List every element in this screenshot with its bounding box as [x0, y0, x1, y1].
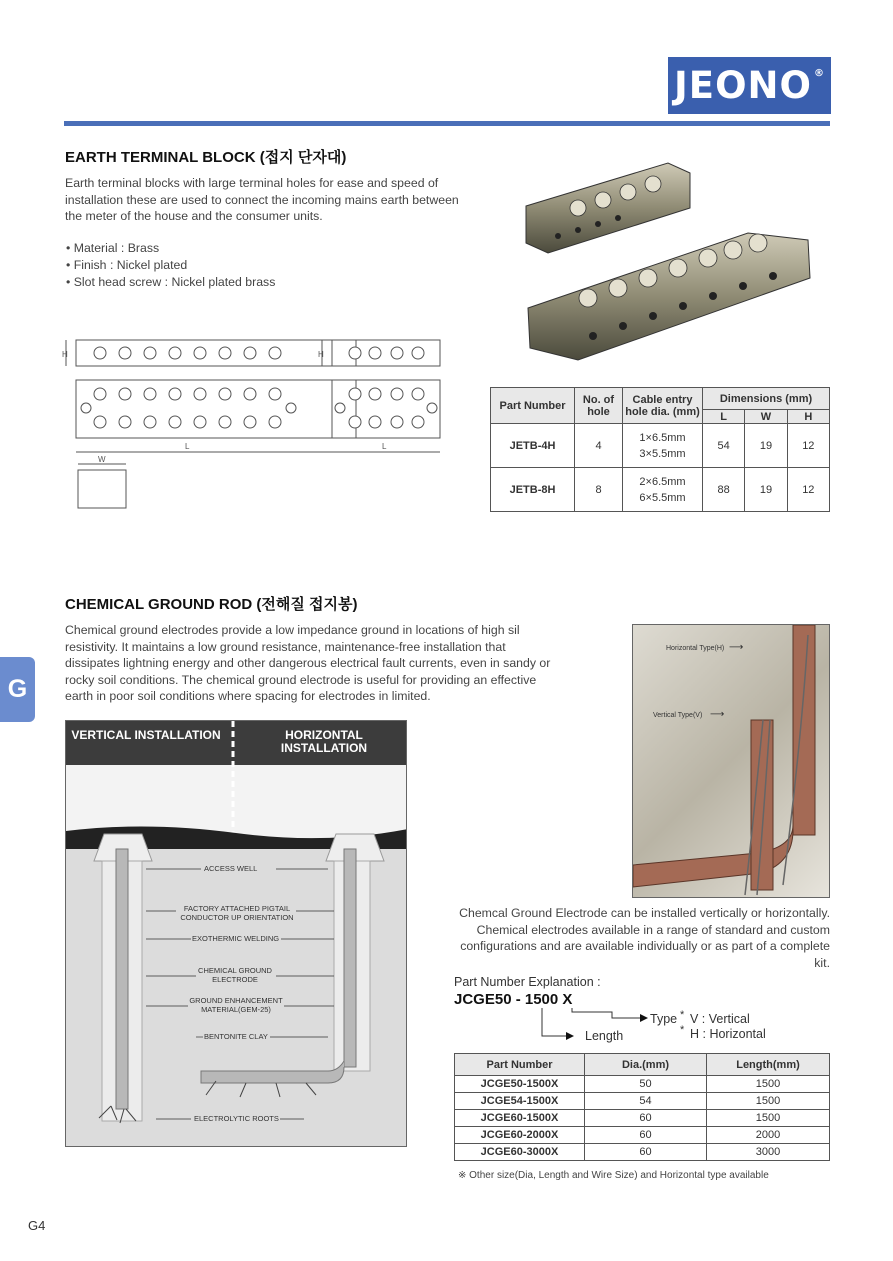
table-row: JCGE50-1500X 50 1500 — [455, 1076, 830, 1093]
table-row: JCGE54-1500X 54 1500 — [455, 1093, 830, 1110]
earth-terminal-title: EARTH TERMINAL BLOCK (접지 단자대) — [65, 149, 347, 166]
terminal-block-table — [490, 387, 830, 512]
terminal-block-4h — [526, 163, 690, 253]
asterisk: * — [680, 1024, 685, 1036]
col-no-of-hole: No. of hole — [575, 388, 623, 424]
col-l: L — [703, 410, 745, 424]
label-bentonite: BENTONITE CLAY — [204, 1032, 268, 1041]
label-chemical-electrode: CHEMICAL GROUND ELECTRODE — [198, 966, 272, 984]
registered-mark: ® — [813, 68, 825, 79]
label-pigtail: FACTORY ATTACHED PIGTAIL CONDUCTOR UP ORIENTATION — [180, 904, 294, 922]
drawing-label-h: H — [62, 350, 68, 359]
col-h: H — [787, 410, 829, 424]
drawing-8h-side — [76, 340, 356, 366]
table-row: JCGE60-2000X 60 2000 — [455, 1127, 830, 1144]
col-dia: Dia.(mm) — [585, 1054, 707, 1076]
photo-label-vertical: Vertical Type(V) — [653, 712, 703, 719]
col-part-number: Part Number — [455, 1054, 585, 1076]
table-row: JCGE60-1500X 60 1500 — [455, 1110, 830, 1127]
ground-rod-title: CHEMICAL GROUND ROD (전해질 접지봉) — [65, 596, 358, 613]
ground-rod-photo — [632, 624, 830, 898]
col-dimensions: Dimensions (mm) — [703, 388, 830, 410]
footnote: ※ Other size(Dia, Length and Wire Size) and Horizontal type available — [458, 1170, 769, 1181]
vertical-header: VERTICAL INSTALLATION — [71, 728, 221, 742]
type-v: V : Vertical — [690, 1012, 750, 1026]
ground-rod-description: Chemical ground electrodes provide a low impedance ground in locations of high sil resistivity. It maintains a low ground resistance, maintenance-free installation that dissipates lightning energy and other dangerous electrical fault currents, even in sandy or rocky soil conditions. The chemical ground electrode is useful for providing an effective earth in poor soil conditions where spacing for electrodes in limited. — [65, 623, 551, 703]
terminal-block-drawing — [60, 328, 450, 513]
install-text: Chemcal Ground Electrode can be installed vertically or horizontally. Chemical electrodes available in a range of standard and custom configurations and are available individually or as part of a complete kit. — [459, 906, 830, 970]
arrow-right-icon: ⟶ — [729, 642, 744, 653]
label-exothermic: EXOTHERMIC WELDING — [192, 934, 280, 943]
logo-text: JEONO — [674, 64, 812, 107]
page-number: G4 — [28, 1218, 46, 1233]
terminal-block-photo — [518, 158, 828, 363]
section-tab[interactable]: G — [0, 657, 35, 722]
ground-rod-table — [454, 1053, 830, 1161]
earth-terminal-specs — [66, 240, 366, 291]
table-row: JETB-8H 8 2×6.5mm 6×5.5mm 88 19 12 — [491, 468, 830, 512]
brand-logo — [668, 57, 831, 114]
drawing-label-l-4h: L — [382, 442, 387, 451]
asterisk: * — [680, 1009, 685, 1021]
spec-screw: • Slot head screw : Nickel plated brass — [66, 275, 276, 289]
part-explanation-label: Part Number Explanation : — [454, 975, 601, 989]
label-enhancement: GROUND ENHANCEMENT MATERIAL(GEM-25) — [189, 996, 283, 1014]
col-w: W — [745, 410, 787, 424]
drawing-4h-top — [332, 380, 440, 438]
horizontal-header: HORIZONTAL INSTALLATION — [280, 728, 368, 755]
spec-material: • Material : Brass — [66, 241, 160, 255]
label-access-well: ACCESS WELL — [204, 864, 258, 873]
spec-finish: • Finish : Nickel plated — [66, 258, 188, 272]
table-row: JETB-4H 4 1×6.5mm 3×5.5mm 54 19 12 — [491, 424, 830, 468]
installation-diagram — [65, 720, 407, 1147]
part-code: JCGE50 - 1500 X — [454, 991, 573, 1008]
drawing-8h-top — [76, 380, 356, 438]
table-row: JCGE60-3000X 60 3000 — [455, 1144, 830, 1161]
earth-terminal-description: Earth terminal blocks with large terminal holes for ease and speed of installation these are used to connect the incoming mains earth between the meter of the house and the consumer units. — [65, 176, 459, 223]
header-rule — [64, 121, 830, 126]
col-length: Length(mm) — [707, 1054, 830, 1076]
drawing-label-w: W — [98, 455, 106, 464]
drawing-label-h-4h: H — [318, 350, 324, 359]
photo-label-horizontal: Horizontal Type(H) — [666, 645, 725, 652]
drawing-end-view — [78, 470, 126, 508]
col-part-number: Part Number — [491, 388, 575, 424]
type-label: Type — [650, 1012, 678, 1026]
col-cable-entry: Cable entry hole dia. (mm) — [623, 388, 703, 424]
arrow-right-icon: ⟶ — [710, 709, 725, 720]
drawing-label-l: L — [185, 442, 190, 451]
terminal-block-8h — [528, 233, 810, 360]
label-roots: ELECTROLYTIC ROOTS — [194, 1114, 279, 1123]
length-label: Length — [585, 1029, 624, 1043]
type-h: H : Horizontal — [690, 1027, 766, 1041]
